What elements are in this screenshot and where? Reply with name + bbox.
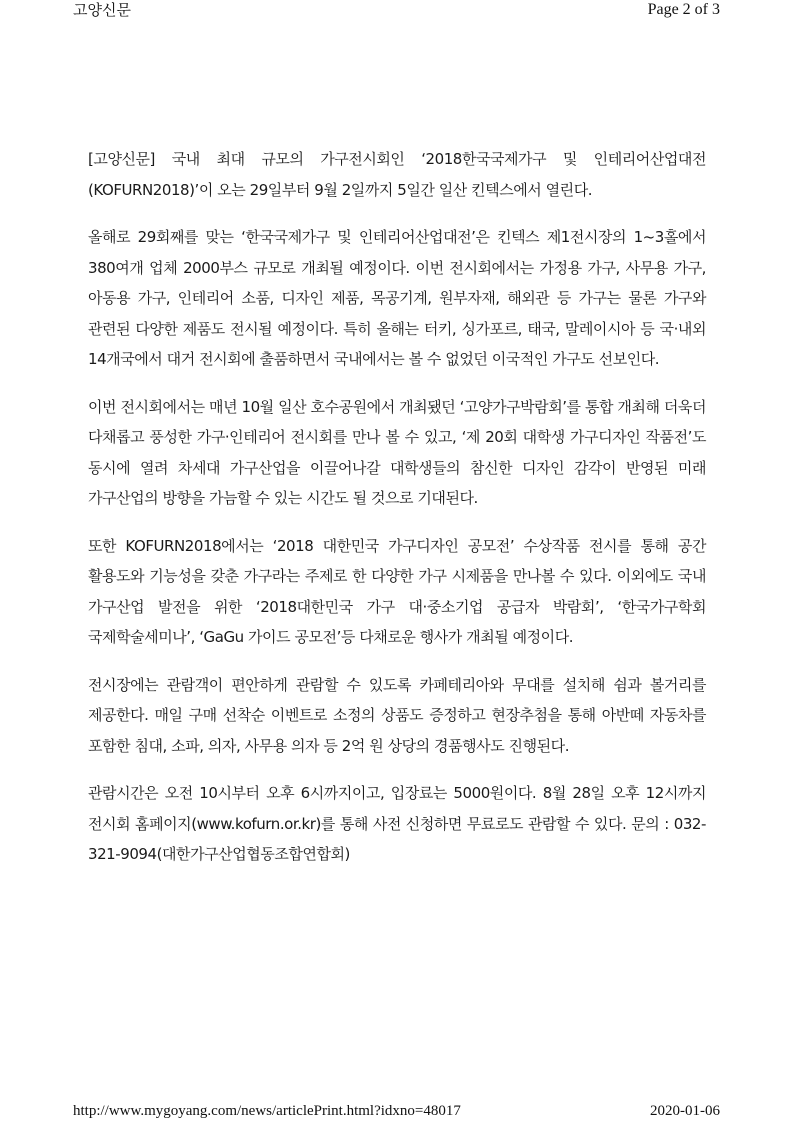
article-paragraph: 또한 KOFURN2018에서는 ‘2018 대한민국 가구디자인 공모전’ 수상작품 전시를 통해 공간 활용도와 기능성을 갖춘 가구라는 주제로 한 다양한 가구 시제품을 만나볼 수 있다. 이외에도 국내 가구산업 발전을 위한 ‘2018대한민국 가구 대·중소기업 공급자 박람회’, ‘한국가구학회 국제학술세미나’, ‘GaGu 가이드 공모전’등 다채로운 행사가 개최될 예정이다. [88,536,706,646]
print-date: 2020-01-06 [650,1103,720,1119]
article-body [88,144,706,887]
article-paragraph: 올해로 29회째를 맞는 ‘한국국제가구 및 인테리어산업대전’은 킨텍스 제1전시장의 1~3홀에서 380여개 업체 2000부스 규모로 개최될 예정이다. 이번 전시회에서는 가정용 가구, 사무용 가구, 아동용 가구, 인테리어 소품, 디자인 제품, 목공기계, 원부자재, 해외관 등 가구는 물론 가구와 관련된 다양한 제품도 전시될 예정이다. 특히 올해는 터키, 싱가포르, 태국, 말레이시아 등 국·내외 14개국에서 대거 전시회에 출품하면서 국내에서는 볼 수 없었던 이국적인 가구도 선보인다. [88,228,706,368]
page-indicator: Page 2 of 3 [647,1,720,18]
article-paragraph: 관람시간은 오전 10시부터 오후 6시까지이고, 입장료는 5000원이다. 8월 28일 오후 12시까지 전시회 홈페이지(www.kofurn.or.kr)를 통해 사전 신청하면 무료로도 관람할 수 있다. 문의 : 032-321-9094(대한가구산업협동조합연합회) [88,784,706,863]
article-paragraph: 전시장에는 관람객이 편안하게 관람할 수 있도록 카페테리아와 무대를 설치해 쉼과 볼거리를 제공한다. 매일 구매 선착순 이벤트로 소정의 상품도 증정하고 현장추첨을 통해 아반떼 자동차를 포함한 침대, 소파, 의자, 사무용 의자 등 2억 원 상당의 경품행사도 진행된다. [88,675,706,755]
article-paragraph: [고양신문] 국내 최대 규모의 가구전시회인 ‘2018한국국제가구 및 인테리어산업대전(KOFURN2018)’이 오는 29일부터 9월 2일까지 5일간 일산 킨텍스에서 열린다. [88,150,706,199]
site-name: 고양신문 [73,1,131,19]
article-paragraph: 이번 전시회에서는 매년 10월 일산 호수공원에서 개최됐던 ‘고양가구박람회’를 통합 개최해 더욱더 다채롭고 풍성한 가구·인테리어 전시회를 만나 볼 수 있고, ‘제 20회 대학생 가구디자인 작품전’도 동시에 열려 차세대 가구산업을 이끌어나갈 대학생들의 참신한 디자인 감각이 반영된 미래 가구산업의 방향을 가늠할 수 있는 시간도 될 것으로 기대된다. [88,397,706,507]
print-url: http://www.mygoyang.com/news/articlePrint.html?idxno=48017 [73,1103,461,1119]
